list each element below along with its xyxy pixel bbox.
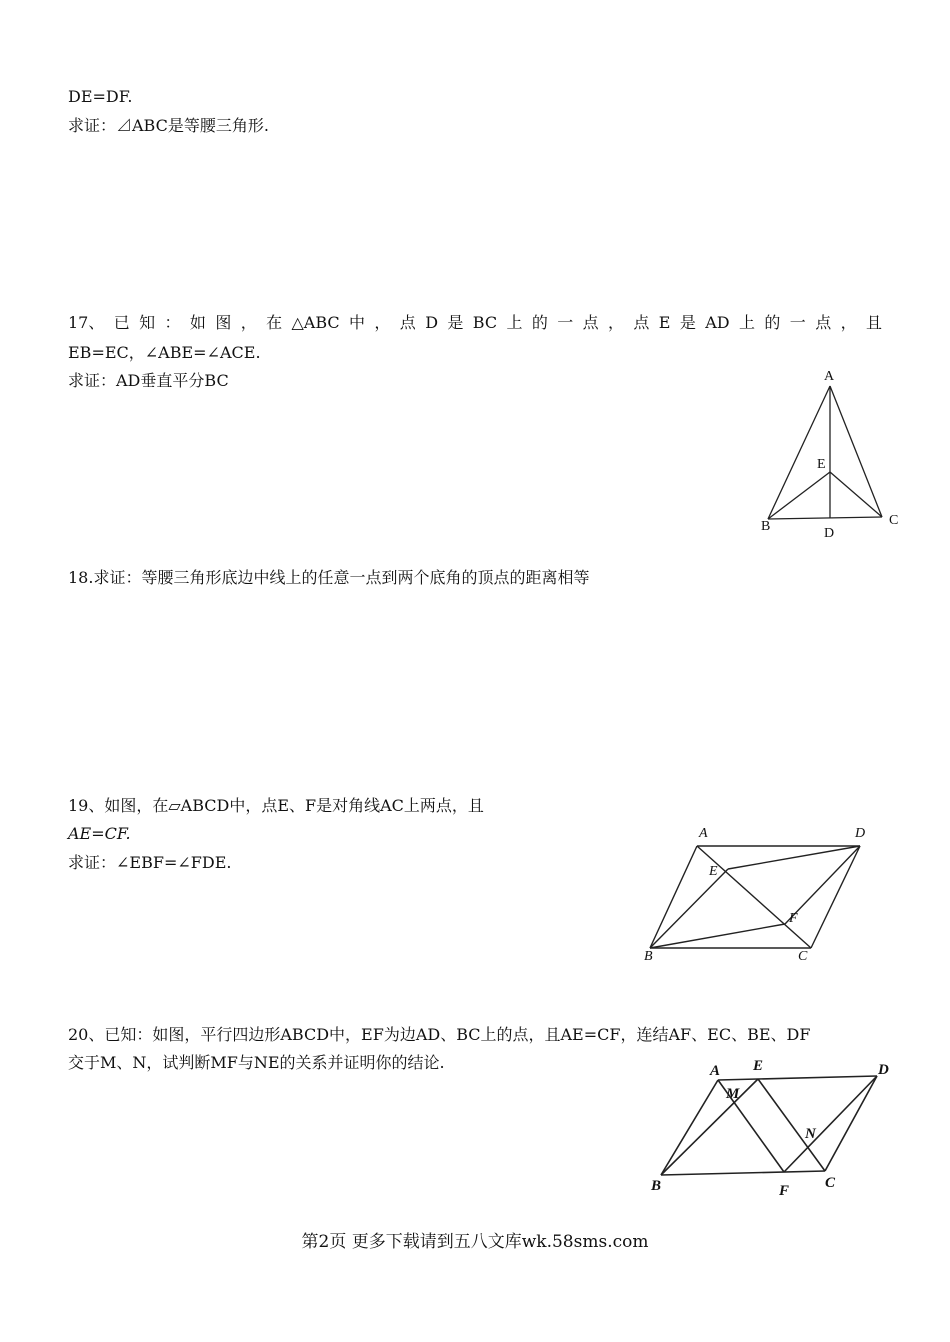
q17-line-1-token: 且 <box>865 313 882 332</box>
segment-ab <box>768 386 830 519</box>
q17-line-1-token: E <box>658 313 671 332</box>
segment-ab <box>650 846 697 948</box>
label-d: D <box>824 526 835 541</box>
q17-line-1-token: 知 <box>139 313 156 332</box>
label-f: F <box>789 911 798 926</box>
segment-df <box>784 1076 877 1172</box>
q17-line-2: EB=EC，∠ABE=∠ACE. <box>68 343 261 362</box>
q17-line-1-token: 一 <box>557 313 574 332</box>
q17-line-1 <box>68 312 882 334</box>
q17-line-1-token: 图 <box>215 313 232 332</box>
label-a: A <box>699 826 708 841</box>
segment-dc <box>825 1076 877 1171</box>
q20-line-2: 交于M、N，试判断MF与NE的关系并证明你的结论. <box>68 1053 445 1072</box>
q17-line-1-token: D <box>425 313 439 332</box>
q17-line-1-token: 上 <box>506 313 523 332</box>
segment-ac <box>830 386 882 517</box>
q17-line-1-token: 点 <box>633 313 650 332</box>
q19-line-3: 求证：∠EBF=∠FDE. <box>68 853 232 872</box>
q17-line-1-token: ， <box>840 313 857 332</box>
q17-line-1-token: 17、 <box>68 313 105 332</box>
q19-parallelogram-figure <box>635 818 880 968</box>
q19-line-1: 19、如图，在▱ABCD中，点E、F是对角线AC上两点，且 <box>68 796 484 815</box>
q17-line-1-token: 是 <box>447 313 464 332</box>
segment-be <box>768 472 830 519</box>
label-b: B <box>651 1178 662 1194</box>
label-e: E <box>817 457 826 472</box>
q17-line-1-token: 已 <box>113 313 130 332</box>
q17-line-1-token: 点 <box>399 313 416 332</box>
q20-parallelogram-figure <box>640 1050 895 1205</box>
label-e: E <box>709 864 718 879</box>
q17-line-1-token: AD <box>705 313 730 332</box>
q17-line-1-token: 如 <box>189 313 206 332</box>
q17-triangle-figure <box>755 362 915 547</box>
q17-line-1-token: 的 <box>531 313 548 332</box>
q17-line-1-token: ： <box>164 313 181 332</box>
q17-line-1-token: 中 <box>349 313 366 332</box>
q18-line-1: 18.求证：等腰三角形底边中线上的任意一点到两个底角的顶点的距离相等 <box>68 568 590 587</box>
q17-line-1-token: BC <box>472 313 498 332</box>
segment-ec <box>758 1079 825 1171</box>
q17-line-1-token: 点 <box>582 313 599 332</box>
q17-line-1-token: ， <box>374 313 391 332</box>
label-a: A <box>824 369 835 384</box>
label-m: M <box>726 1086 740 1102</box>
page-footer: 第2页 更多下载请到五八文库wk.58sms.com <box>301 1232 649 1252</box>
q17-line-1-token: ， <box>608 313 625 332</box>
label-d: D <box>878 1062 889 1078</box>
label-e: E <box>753 1058 764 1074</box>
q17-line-1-token: 的 <box>764 313 781 332</box>
q17-line-1-token: 是 <box>679 313 696 332</box>
q20-line-1: 20、已知：如图，平行四边形ABCD中，EF为边AD、BC上的点，且AE=CF，连结AF、EC、BE、DF <box>68 1025 811 1044</box>
q17-line-1-token: 一 <box>789 313 806 332</box>
diagonal-ac <box>697 846 811 948</box>
label-b: B <box>644 949 653 964</box>
label-b: B <box>761 519 771 534</box>
label-c: C <box>825 1175 836 1191</box>
q17-line-1-token: △ABC <box>291 313 340 332</box>
segment-dc <box>811 846 860 948</box>
q17-line-1-token: 在 <box>266 313 283 332</box>
segment-ec <box>830 472 882 517</box>
label-a: A <box>710 1063 721 1079</box>
segment-bc <box>768 517 882 519</box>
segment-ed <box>728 846 860 869</box>
q17-line-1-token: 点 <box>815 313 832 332</box>
label-d: D <box>855 826 866 841</box>
q17-line-1-token: ， <box>240 313 257 332</box>
label-f: F <box>779 1183 790 1199</box>
q16-line-1: DE=DF. <box>68 87 133 106</box>
q19-line-2: AE=CF. <box>68 824 131 843</box>
segment-ad <box>718 1076 877 1080</box>
label-c: C <box>889 513 899 528</box>
q16-line-2: 求证：⊿ABC是等腰三角形. <box>68 116 269 135</box>
segment-bc <box>661 1171 825 1175</box>
q17-line-3: 求证：AD垂直平分BC <box>68 371 229 390</box>
label-n: N <box>805 1126 816 1142</box>
label-c: C <box>798 949 808 964</box>
q17-line-1-token: 上 <box>739 313 756 332</box>
